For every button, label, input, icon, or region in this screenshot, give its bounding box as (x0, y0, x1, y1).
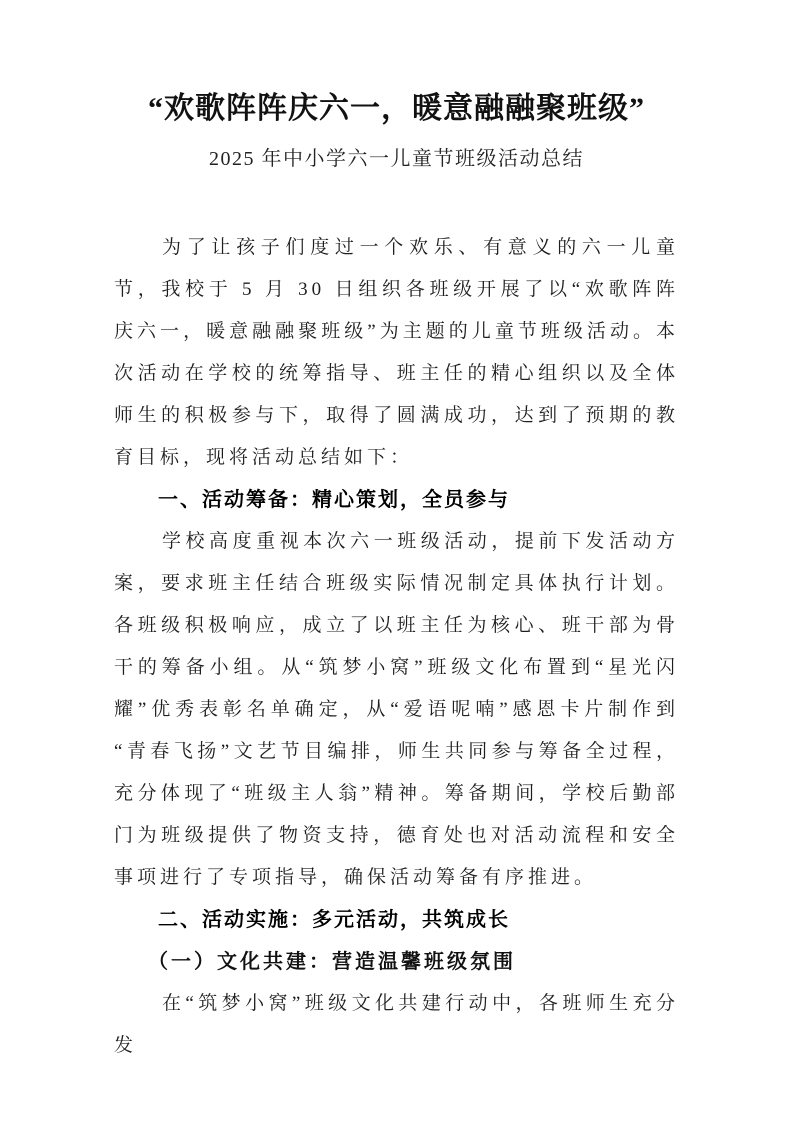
paragraph: 在“筑梦小窝”班级文化共建行动中，各班师生充分发 (114, 993, 679, 1056)
paragraph: 为了让孩子们度过一个欢乐、有意义的六一儿童节，我校于 5 月 30 日组织各班级开展了以“欢歌阵阵庆六一，暖意融融聚班级”为主题的儿童节班级活动。本次活动在学校的统筹指导、班主任的精心组织以及全体师生的积极参与下，取得了圆满成功，达到了预期的教育目标，现将活动总结如下： (114, 237, 679, 468)
page-subtitle: 2025 年中小学六一儿童节班级活动总结 (209, 148, 584, 170)
section-heading: 二、活动实施：多元活动，共筑成长 (158, 909, 510, 931)
section-heading: 一、活动筹备：精心策划，全员参与 (158, 489, 510, 511)
paragraph: 学校高度重视本次六一班级活动，提前下发活动方案，要求班主任结合班级实际情况制定具体执行计划。各班级积极响应，成立了以班主任为核心、班干部为骨干的筹备小组。从“筑梦小窝”班级文化布置到“星光闪耀”优秀表彰名单确定，从“爱语呢喃”感恩卡片制作到“青春飞扬”文艺节目编排，师生共同参与筹备全过程，充分体现了“班级主人翁”精神。筹备期间，学校后勤部门为班级提供了物资支持，德育处也对活动流程和安全事项进行了专项指导，确保活动筹备有序推进。 (114, 531, 679, 888)
sub-section-heading: （一）文化共建：营造温馨班级氛围 (148, 951, 516, 973)
document-body (114, 227, 679, 1067)
page-title: “欢歌阵阵庆六一，暖意融融聚班级” (148, 92, 645, 125)
